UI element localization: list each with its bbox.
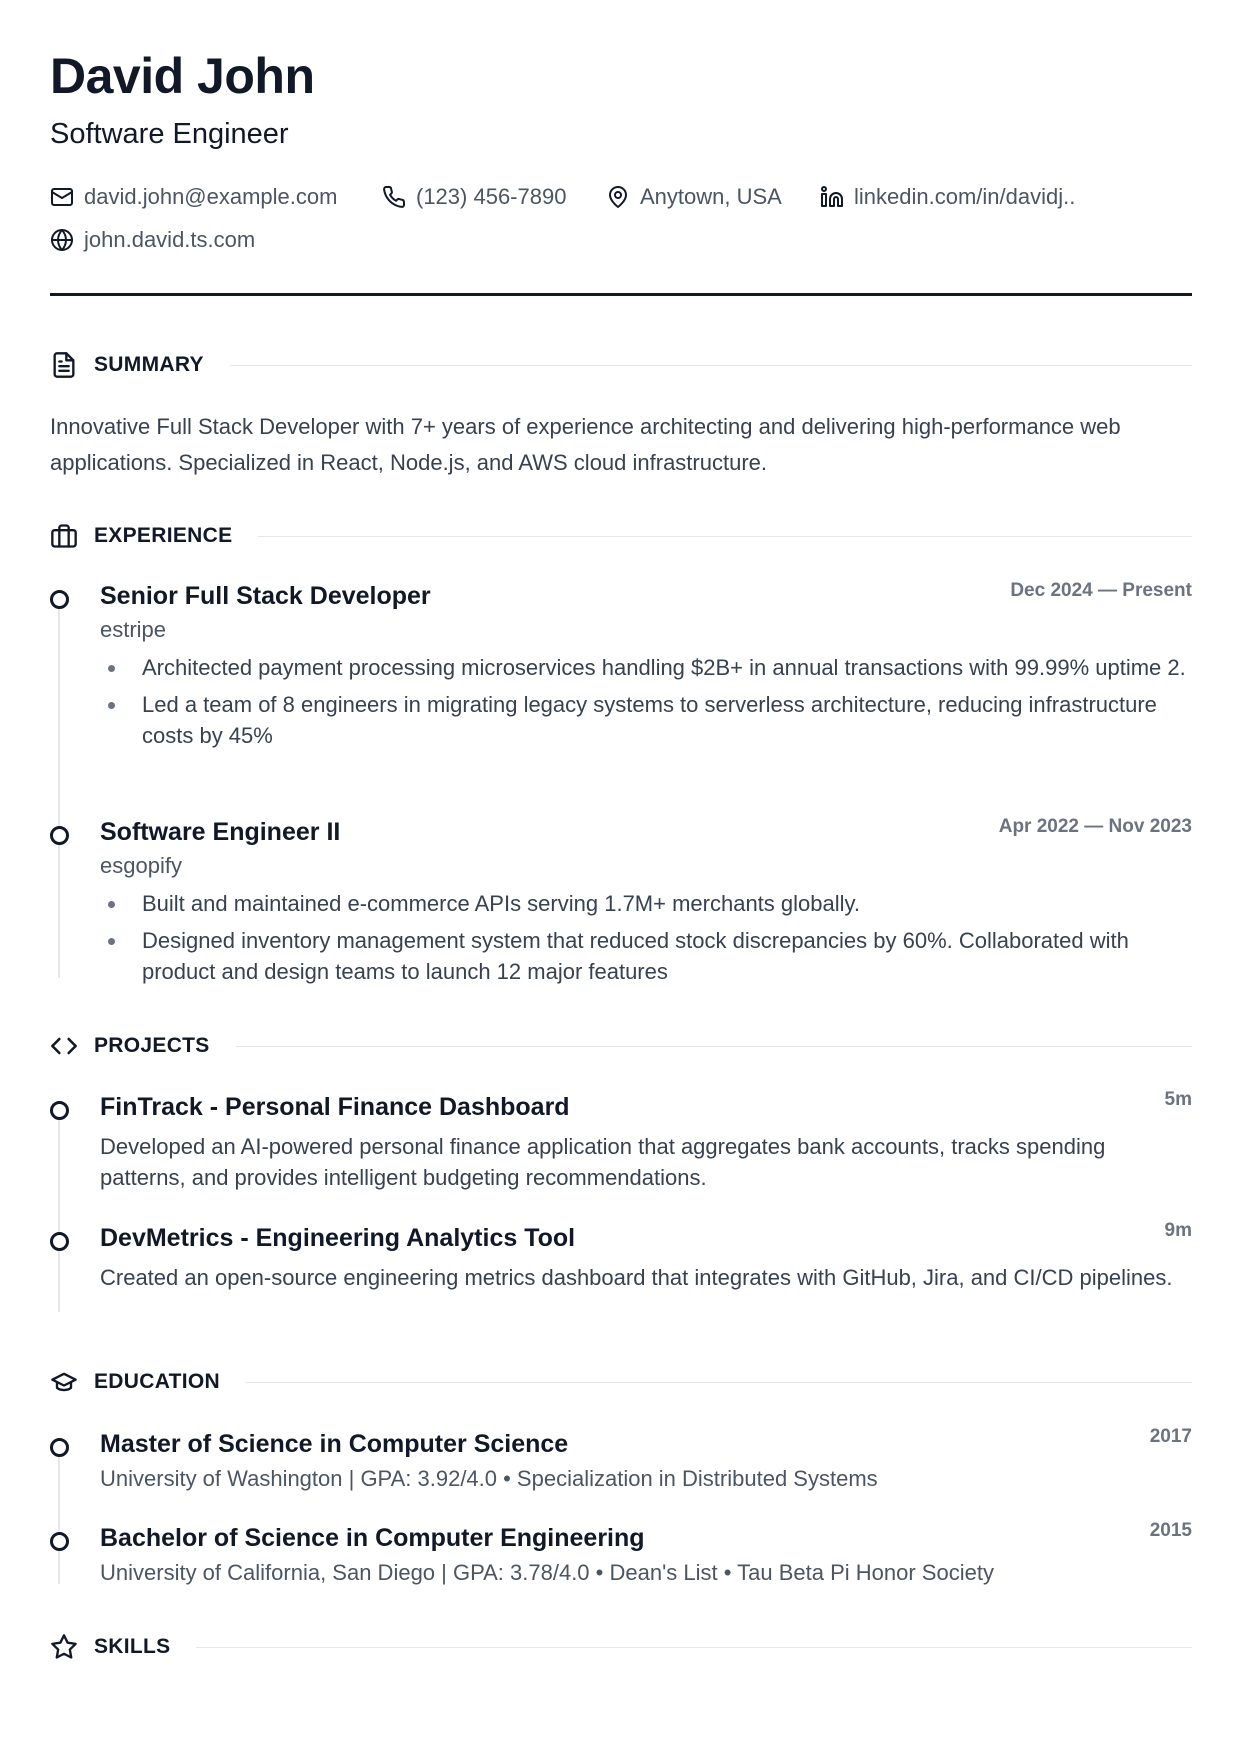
degree-title: Master of Science in Computer Science bbox=[100, 1430, 569, 1458]
map-pin-icon bbox=[606, 185, 630, 209]
graduation-cap-icon bbox=[50, 1368, 78, 1396]
code-icon bbox=[50, 1032, 78, 1060]
job-bullets bbox=[100, 888, 1192, 993]
website-text: john.david.ts.com bbox=[84, 227, 256, 252]
phone-text: (123) 456-7890 bbox=[416, 184, 567, 209]
section-skills-header bbox=[50, 1632, 1192, 1662]
candidate-name: David John bbox=[50, 48, 315, 104]
job-dates: Dec 2024 — Present bbox=[1010, 580, 1192, 601]
contact-website[interactable] bbox=[50, 225, 255, 255]
timeline-line bbox=[58, 1112, 60, 1312]
graduation-year: 2015 bbox=[1149, 1520, 1192, 1541]
job-bullets bbox=[100, 652, 1192, 757]
project-title: DevMetrics - Engineering Analytics Tool bbox=[100, 1224, 576, 1252]
section-divider bbox=[230, 365, 1192, 366]
mail-icon bbox=[50, 185, 74, 209]
section-education-header bbox=[50, 1367, 1192, 1397]
section-divider bbox=[258, 536, 1192, 537]
list-item: Led a team of 8 engineers in migrating legacy systems to serverless architecture, reducing infrastructure costs by 45% bbox=[100, 689, 1192, 751]
timeline-dot bbox=[50, 1532, 69, 1551]
timeline-dot bbox=[50, 1438, 69, 1457]
section-title: SKILLS bbox=[94, 1635, 171, 1658]
globe-icon bbox=[50, 228, 74, 252]
candidate-title: Software Engineer bbox=[50, 118, 289, 150]
education-details: University of Washington | GPA: 3.92/4.0 • Specialization in Distributed Systems bbox=[100, 1466, 878, 1491]
job-title: Senior Full Stack Developer bbox=[100, 582, 431, 610]
company-name: estripe bbox=[100, 617, 167, 642]
timeline-dot bbox=[50, 1101, 69, 1120]
section-summary-header bbox=[50, 350, 1192, 380]
section-title: EDUCATION bbox=[94, 1370, 220, 1393]
summary-text: Innovative Full Stack Developer with 7+ years of experience architecting and delivering high-performance web applications. Specialized in React, Node.js, and AWS cloud infrastructure. bbox=[50, 414, 1121, 475]
header-divider bbox=[50, 293, 1192, 296]
section-experience-header bbox=[50, 521, 1192, 551]
email-text: david.john@example.com bbox=[84, 184, 338, 209]
contact-phone[interactable] bbox=[382, 182, 566, 212]
degree-title: Bachelor of Science in Computer Engineering bbox=[100, 1524, 645, 1552]
company-name: esgopify bbox=[100, 853, 182, 878]
section-projects-header bbox=[50, 1031, 1192, 1061]
job-dates: Apr 2022 — Nov 2023 bbox=[998, 816, 1192, 837]
timeline-line bbox=[58, 1449, 60, 1584]
section-title: SUMMARY bbox=[94, 353, 204, 376]
project-title: FinTrack - Personal Finance Dashboard bbox=[100, 1093, 570, 1121]
section-divider bbox=[236, 1046, 1192, 1047]
star-icon bbox=[50, 1633, 78, 1661]
section-title: EXPERIENCE bbox=[94, 524, 233, 547]
project-duration: 5m bbox=[1164, 1089, 1192, 1110]
job-title: Software Engineer II bbox=[100, 818, 341, 846]
section-divider bbox=[196, 1647, 1192, 1648]
graduation-year: 2017 bbox=[1149, 1426, 1192, 1447]
list-item: Designed inventory management system that reduced stock discrepancies by 60%. Collaborated with product and design teams to launch 12 major features bbox=[100, 925, 1192, 987]
timeline-dot bbox=[50, 1232, 69, 1251]
project-duration: 9m bbox=[1164, 1220, 1192, 1241]
timeline-line bbox=[58, 600, 60, 978]
timeline-dot bbox=[50, 826, 69, 845]
phone-icon bbox=[382, 185, 406, 209]
project-description: Created an open-source engineering metrics dashboard that integrates with GitHub, Jira, and CI/CD pipelines. bbox=[100, 1265, 1173, 1290]
list-item: Architected payment processing microservices handling $2B+ in annual transactions with 99.99% uptime 2. bbox=[100, 652, 1192, 683]
timeline-dot bbox=[50, 590, 69, 609]
section-title: PROJECTS bbox=[94, 1034, 210, 1057]
linkedin-text: linkedin.com/in/davidj.. bbox=[854, 184, 1076, 209]
project-description: Developed an AI-powered personal finance application that aggregates bank accounts, tracks spending patterns, and provides intelligent budgeting recommendations. bbox=[100, 1134, 1106, 1190]
contact-linkedin[interactable] bbox=[820, 182, 1075, 212]
location-text: Anytown, USA bbox=[640, 184, 782, 209]
contact-email[interactable] bbox=[50, 182, 337, 212]
list-item: Built and maintained e-commerce APIs serving 1.7M+ merchants globally. bbox=[100, 888, 1192, 919]
document-icon bbox=[50, 351, 78, 379]
briefcase-icon bbox=[50, 522, 78, 550]
education-details: University of California, San Diego | GPA: 3.78/4.0 • Dean's List • Tau Beta Pi Honor Society bbox=[100, 1560, 994, 1585]
contact-location bbox=[606, 182, 782, 212]
section-divider bbox=[246, 1382, 1192, 1383]
linkedin-icon bbox=[820, 185, 844, 209]
